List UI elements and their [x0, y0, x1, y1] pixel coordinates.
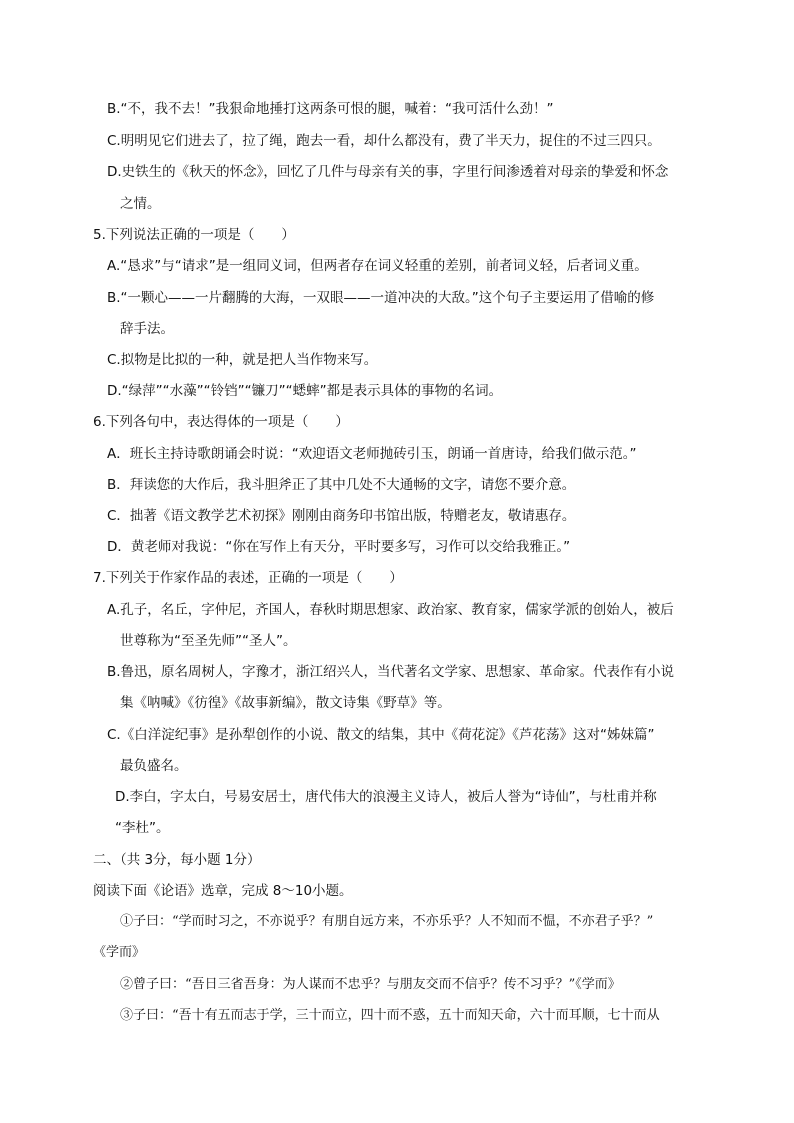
- q7-option-b-line2: 集《呐喊》《彷徨》《故事新编》，散文诗集《野草》等。: [120, 695, 451, 711]
- q5-stem: 5.下列说法正确的一项是（ ）: [93, 227, 295, 243]
- q5-option-d: D.“绿萍”“水藻”“铃铛”“镰刀”“蟋蟀”都是表示具体的事物的名词。: [107, 383, 503, 399]
- q6-option-b: B．拜读您的大作后，我斗胆斧正了其中几处不大通畅的文字，请您不要介意。: [107, 477, 576, 493]
- q5-option-b-line1: B.“一颗心——一片翻腾的大海，一双眼——一道冲决的大敌。”这个句子主要运用了借喻的修: [107, 290, 655, 306]
- q4-option-b: B.“不，我不去！”我狠命地捶打这两条可恨的腿，喊着：“我可活什么劲！”: [107, 101, 554, 117]
- q4-option-c: C.明明见它们进去了，拉了绳，跑去一看，却什么都没有，费了半天力，捉住的不过三四只。: [107, 133, 661, 149]
- q6-option-d: D．黄老师对我说：“你在写作上有天分，平时要多写，习作可以交给我雅正。”: [107, 539, 571, 555]
- q7-option-c-line2: 最负盛名。: [120, 758, 188, 774]
- q7-option-b-line1: B.鲁迅，原名周树人，字豫才，浙江绍兴人，当代著名文学家、思想家、革命家。代表作有小说: [107, 664, 675, 680]
- q6-option-a: A．班长主持诗歌朗诵会时说：“欢迎语文老师抛砖引玉，朗诵一首唐诗，给我们做示范。”: [107, 446, 637, 462]
- section-heading: 二、（共 3分，每小题 1分）: [93, 852, 261, 868]
- q7-option-a-line1: A.孔子，名丘，字仲尼，齐国人，春秋时期思想家、政治家、教育家，儒家学派的创始人，被后: [107, 602, 674, 618]
- q5-option-b-line2: 辞手法。: [120, 321, 174, 337]
- passage-1-line1: ①子曰：“学而时习之，不亦说乎？有朋自远方来，不亦乐乎？人不知而不愠，不亦君子乎？”: [120, 914, 654, 929]
- section-intro: 阅读下面《论语》选章，完成 8～10小题。: [93, 883, 353, 899]
- q4-option-d-line2: 之情。: [120, 196, 161, 212]
- q7-stem: 7.下列关于作家作品的表述，正确的一项是（ ）: [93, 570, 403, 586]
- q7-option-d-line1: D.李白，字太白，号易安居士，唐代伟大的浪漫主义诗人，被后人誉为“诗仙”，与杜甫并称: [115, 789, 657, 805]
- q5-option-c: C.拟物是比拟的一种，就是把人当作物来写。: [107, 352, 378, 368]
- q7-option-c-line1: C.《白洋淀纪事》是孙犁创作的小说、散文的结集，其中《荷花淀》《芦花荡》这对“姊妹篇”: [107, 727, 655, 743]
- passage-2: ②曾子曰：“吾日三省吾身：为人谋而不忠乎？与朋友交而不信乎？传不习乎？”《学而》: [120, 977, 621, 992]
- q7-option-a-line2: 世尊称为“至圣先师”“圣人”。: [120, 633, 297, 649]
- q4-option-d-line1: D.史铁生的《秋天的怀念》，回忆了几件与母亲有关的事，字里行间渗透着对母亲的挚爱和怀念: [107, 164, 669, 180]
- q7-option-d-line2: “李杜”。: [115, 820, 170, 836]
- passage-1-line2: 《学而》: [93, 945, 146, 960]
- passage-3: ③子曰：“吾十有五而志于学，三十而立，四十而不惑，五十而知天命，六十而耳顺，七十而从: [120, 1008, 660, 1023]
- q6-stem: 6.下列各句中，表达得体的一项是（ ）: [93, 414, 349, 430]
- q6-option-c: C．拙著《语文教学艺术初探》刚刚由商务印书馆出版，特赠老友，敬请惠存。: [107, 508, 576, 524]
- q5-option-a: A.“恳求”与“请求”是一组同义词，但两者存在词义轻重的差别，前者词义轻，后者词义重。: [107, 258, 648, 274]
